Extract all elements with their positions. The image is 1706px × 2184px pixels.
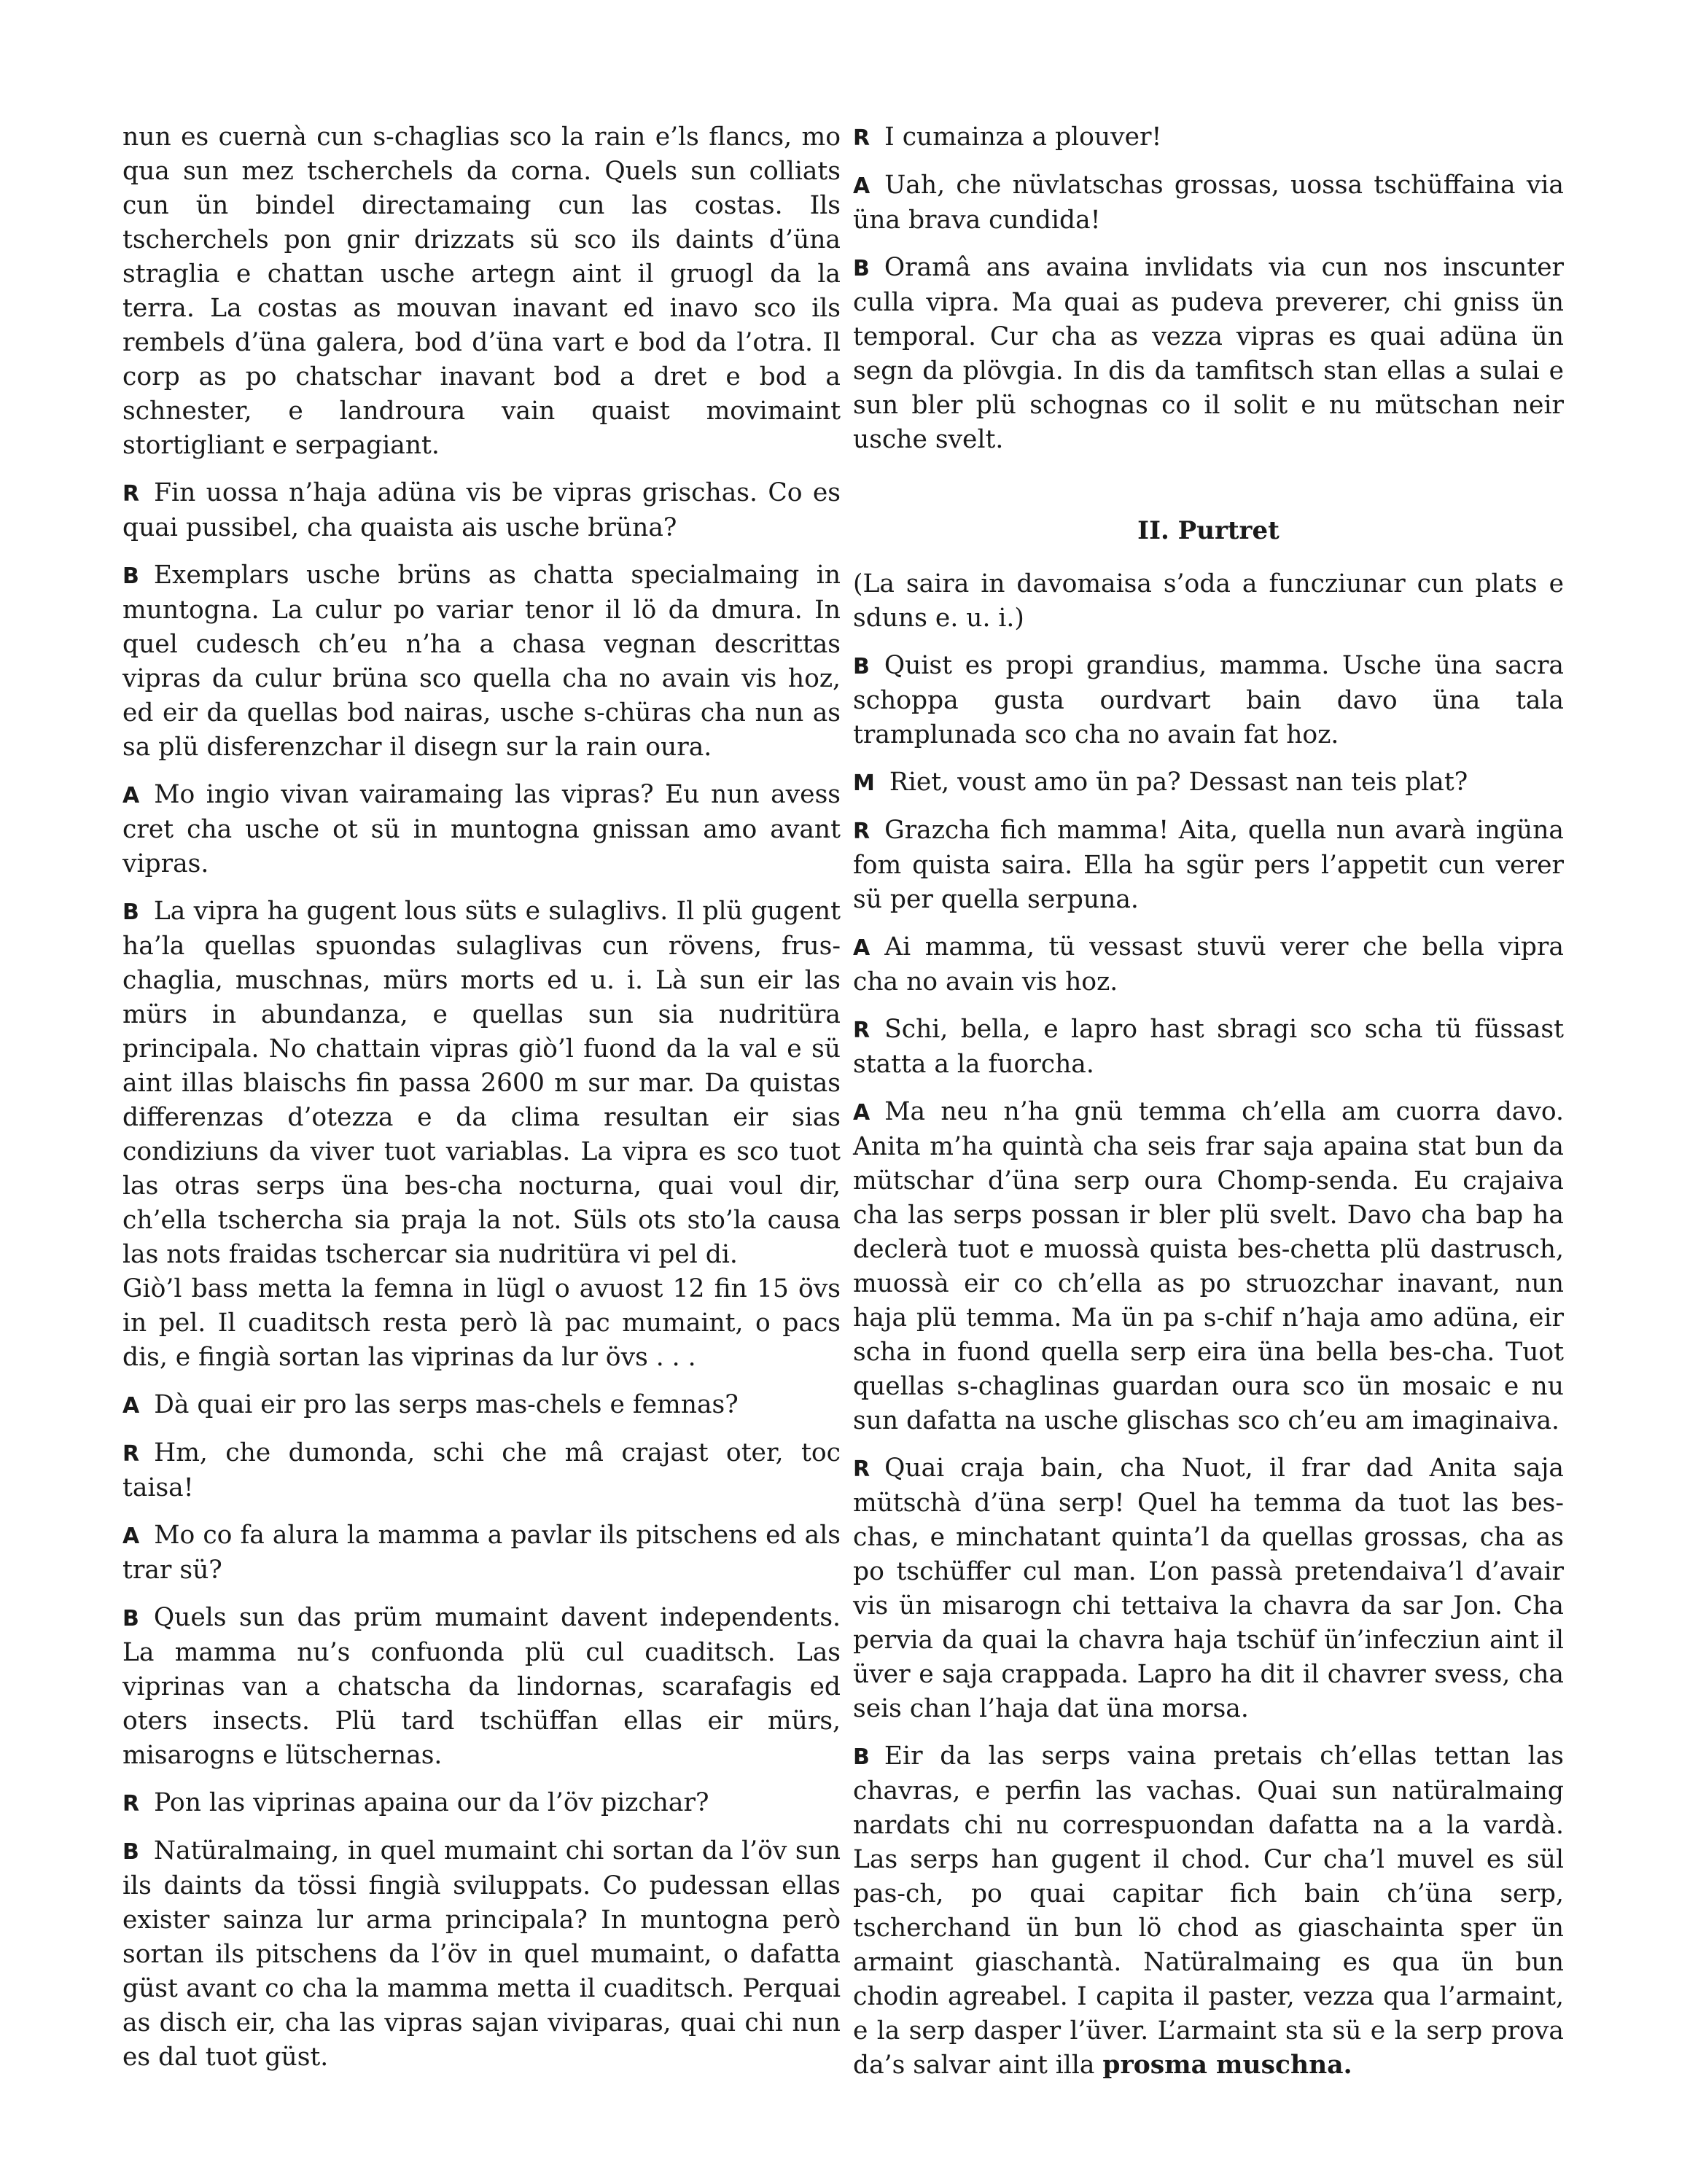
paragraph-text: Quai craja bain, cha Nuot, il frar dad Anita saja mütschà d’üna serp! Quel ha temma da tuot las bes-chas, e minchatant quinta’l da quellas grossas, cha as po tschüffer cul man. L’on passà pretendaiva’l d’avair vis ün misarogn chi tettaiva la chavra da sar Jon. Cha pervia da quai la chavra haja tschüf ün’infecziun aint il üver e saja crappada. Lapro ha dit il chavrer svess, cha seis chan l’haja dat üna morsa. (853, 1454, 1564, 1723)
speaker-label: B (853, 654, 870, 679)
dialogue-paragraph (122, 894, 841, 1272)
paragraph-text: Eir da las serps vaina pretais ch’ellas tettan las chavras, e perfin las vachas. Quai sun natüralmaing nardats chi nu correspuondan dafatta na a la vardà. Las serps han gugent il chod. Cur cha’l muvel es sül pas-ch, po quai capitar fich bain ch’üna serp, tscherchand ün bun lö chod as giaschainta sper ün armaint giaschantà. Natüralmaing es qua ün bun chodin agreabel. I capita il paster, vezza qua l’armaint, e la serp dasper l’üver. L’armaint sta sü e la serp prova da’s salvar aint illa (853, 1742, 1564, 2080)
paragraph-text: Dà quai eir pro las serps mas-chels e femnas? (154, 1390, 739, 1419)
speaker-label: R (853, 1018, 870, 1043)
dialogue-paragraph (122, 1601, 841, 1773)
speaker-label: M (853, 771, 875, 796)
speaker-label: B (853, 256, 870, 281)
paragraph-text: Mo ingio vivan vairamaing las vipras? Eu nun avess cret cha usche ot sü in muntogna gnissan amo avant vipras. (122, 780, 841, 878)
dialogue-paragraph (853, 1739, 1564, 2083)
dialogue-paragraph (122, 1786, 841, 1821)
paragraph-text: I cumainza a plouver! (884, 122, 1162, 152)
paragraph-text: Natüralmaing, in quel mumaint chi sortan da l’öv sun ils daints da tössi fingià sviluppats. Co pudessan ellas exister sainza lur arma principala? In muntogna però sortan ils pitschens da l’öv in quel mumaint, o dafatta güst avant co cha la mamma metta il cuaditsch. Perquai as disch eir, cha las vipras sajan viviparas, quai chi nun es dal tuot güst. (122, 1836, 841, 2072)
dialogue-paragraph (853, 120, 1564, 155)
paragraph-text: Ai mamma, tü vessast stuvü verer che bella vipra cha no avain vis hoz. (853, 932, 1564, 997)
paragraph-text: Uah, che nüvlatschas grossas, uossa tschüffaina via üna brava cundida! (853, 171, 1564, 235)
dialogue-paragraph (122, 1436, 841, 1505)
speaker-label: A (853, 173, 870, 199)
dialogue-paragraph (853, 765, 1564, 800)
paragraph-text: Pon las viprinas apaina our da l’öv pizchar? (154, 1788, 709, 1817)
paragraph-text: Riet, voust amo ün pa? Dessast nan teis plat? (889, 768, 1468, 797)
paragraph-text: Mo co fa alura la mamma a pavlar ils pitschens ed als trar sü? (122, 1521, 841, 1585)
dialogue-paragraph (853, 930, 1564, 999)
paragraph-text: Grazcha fich mamma! Aita, quella nun avarà ingüna fom quista saira. Ella ha sgür pers l’appetit cun verer sü per quella serpuna. (853, 816, 1564, 914)
speaker-label: A (122, 783, 140, 808)
speaker-label: R (853, 1456, 870, 1482)
speaker-label: R (122, 1791, 140, 1817)
paragraph-text: Exemplars usche brüns as chatta specialmaing in muntogna. La culur po variar tenor il lö da dmura. In quel cudesch ch’eu n’ha a chasa vegnan descrittas vipras da culur brüna sco quella cha no avain vis hoz, ed eir da quellas bod nairas, usche s-chüras cha nun as sa plü disferenzchar il disegn sur la rain oura. (122, 561, 841, 762)
speaker-label: A (122, 1393, 140, 1419)
dialogue-paragraph (122, 1518, 841, 1588)
paragraph-text: Hm, che dumonda, schi che mâ crajast oter, toc taisa! (122, 1438, 841, 1502)
narrative-paragraph (122, 1272, 841, 1375)
paragraph-text: nun es cuernà cun s-chaglias sco la rain e’ls flancs, mo qua sun mez tscherchels da corna. Quels sun colliats cun ün bindel directamaing cun las costas. Ils tscherchels pon gnir drizzats sü sco ils daints d’üna straglia e chattan usche artegn aint il gruogl da la terra. La costas as mouvan inavant ed inavo sco ils rembels d’üna galera, bod d’üna vart e bod da l’otra. Il corp as po chatschar inavant bod a dret e bod a schnester, e landroura vain quaist movimaint stortigliant e serpagiant. (122, 122, 841, 460)
dialogue-paragraph (853, 168, 1564, 238)
speaker-label: A (853, 1100, 870, 1126)
paragraph-text: La vipra ha gugent lous süts e sulaglivs. Il plü gugent ha’la quellas spuondas sulaglivas cun rövens, frus-chaglia, muschnas, mürs morts ed u. i. Là sun eir las mürs in abundanza, e quellas sun sia nudritüra principala. No chattain vipras giò’l fuond da la val e sü aint illas blaischs fin passa 2600 m sur mar. Da quistas differenzas d’otezza e da clima resultan eir sias condiziuns da viver tuot variablas. La vipra es sco tuot las otras serps üna bes-cha nocturna, quai voul dir, ch’ella tschercha sia praja la not. Süls ots sto’la causa las nots fraidas tschercar sia nudritüra vi pel di. (122, 897, 841, 1269)
stage-direction: (La saira in davomaisa s’oda a funcziunar cun plats e sduns e. u. i.) (853, 569, 1564, 633)
dialogue-paragraph (122, 778, 841, 881)
dialogue-paragraph (122, 476, 841, 545)
right-column (853, 120, 1564, 2096)
speaker-label: B (122, 1606, 139, 1631)
paragraph-text: Oramâ ans avaina invlidats via cun nos inscunter culla vipra. Ma quai as pudeva preverer, chi gniss ün temporal. Cur cha as vezza vipras es quai adüna ün segn da plövgia. In dis da tamfitsch stan ellas a sulai e sun bler plü schognas co il solit e nu mütschan neir usche svelt. (853, 253, 1564, 454)
right-column-bottom (853, 649, 1564, 2083)
speaker-label: B (122, 563, 139, 589)
paragraph-text: Fin uossa n’haja adüna vis be vipras grischas. Co es quai pussibel, cha quaista ais usche brüna? (122, 478, 841, 542)
speaker-label: R (122, 1441, 140, 1467)
speaker-label: A (853, 935, 870, 961)
paragraph-text: Ma neu n’ha gnü temma ch’ella am cuorra davo. Anita m’ha quintà cha seis frar saja apaina stat bun da mütschar d’üna serp oura Chomp-senda. Eu crajaiva cha las serps possan ir bler plü svelt. Davo cha bap ha declerà tuot e muossà quista bes-chetta plü dastrusch, muossà eir co ch’ella as po struozchar inavant, nun haja plü temma. Ma ün pa s-chif n’haja amo adüna, eir scha in fuond quella serp eira üna bella bes-cha. Tuot quellas s-chaglinas guardan oura sco ün mosaic e nu sun dafatta na usche glischas sco ch’eu am imaginaiva. (853, 1097, 1564, 1435)
paragraph-text: Quist es propi grandius, mamma. Usche üna sacra schoppa gusta ourdvart bain davo üna tala tramplunada sco cha no avain fat hoz. (853, 651, 1564, 749)
speaker-label: R (122, 481, 140, 507)
dialogue-paragraph (122, 558, 841, 765)
paragraph-text: Quels sun das prüm mumaint davent independents. La mamma nu’s confuonda plü cul cuaditsch. Las viprinas van a chatscha da lindornas, scarafagis ed oters insects. Plü tard tschüffan ellas eir mürs, misarogns e lütschernas. (122, 1603, 841, 1770)
paragraph-text: Schi, bella, e lapro hast sbragi sco scha tü füssast statta a la fuorcha. (853, 1015, 1564, 1079)
paragraph-tail: prosma muschna. (1102, 2051, 1352, 2080)
speaker-label: B (122, 1839, 139, 1865)
dialogue-paragraph (122, 1834, 841, 2075)
dialogue-paragraph (853, 1451, 1564, 1726)
left-column (122, 120, 841, 2088)
speaker-label: B (853, 1744, 870, 1770)
speaker-label: B (122, 900, 139, 925)
dialogue-paragraph (853, 1013, 1564, 1082)
dialogue-paragraph (122, 1388, 841, 1423)
dialogue-paragraph (853, 251, 1564, 457)
speaker-label: R (853, 819, 870, 844)
section-heading: II. Purtret (1137, 516, 1280, 545)
narrative-paragraph (122, 120, 841, 463)
dialogue-paragraph (853, 814, 1564, 917)
dialogue-paragraph (853, 649, 1564, 752)
paragraph-text: Giò’l bass metta la femna in lügl o avuost 12 fin 15 övs in pel. Il cuaditsch resta però là pac mumaint, o pacs dis, e fingià sortan las viprinas da lur övs . . . (122, 1274, 841, 1372)
dialogue-paragraph (853, 1095, 1564, 1438)
speaker-label: R (853, 125, 870, 151)
speaker-label: A (122, 1524, 140, 1549)
right-column-top (853, 120, 1564, 457)
